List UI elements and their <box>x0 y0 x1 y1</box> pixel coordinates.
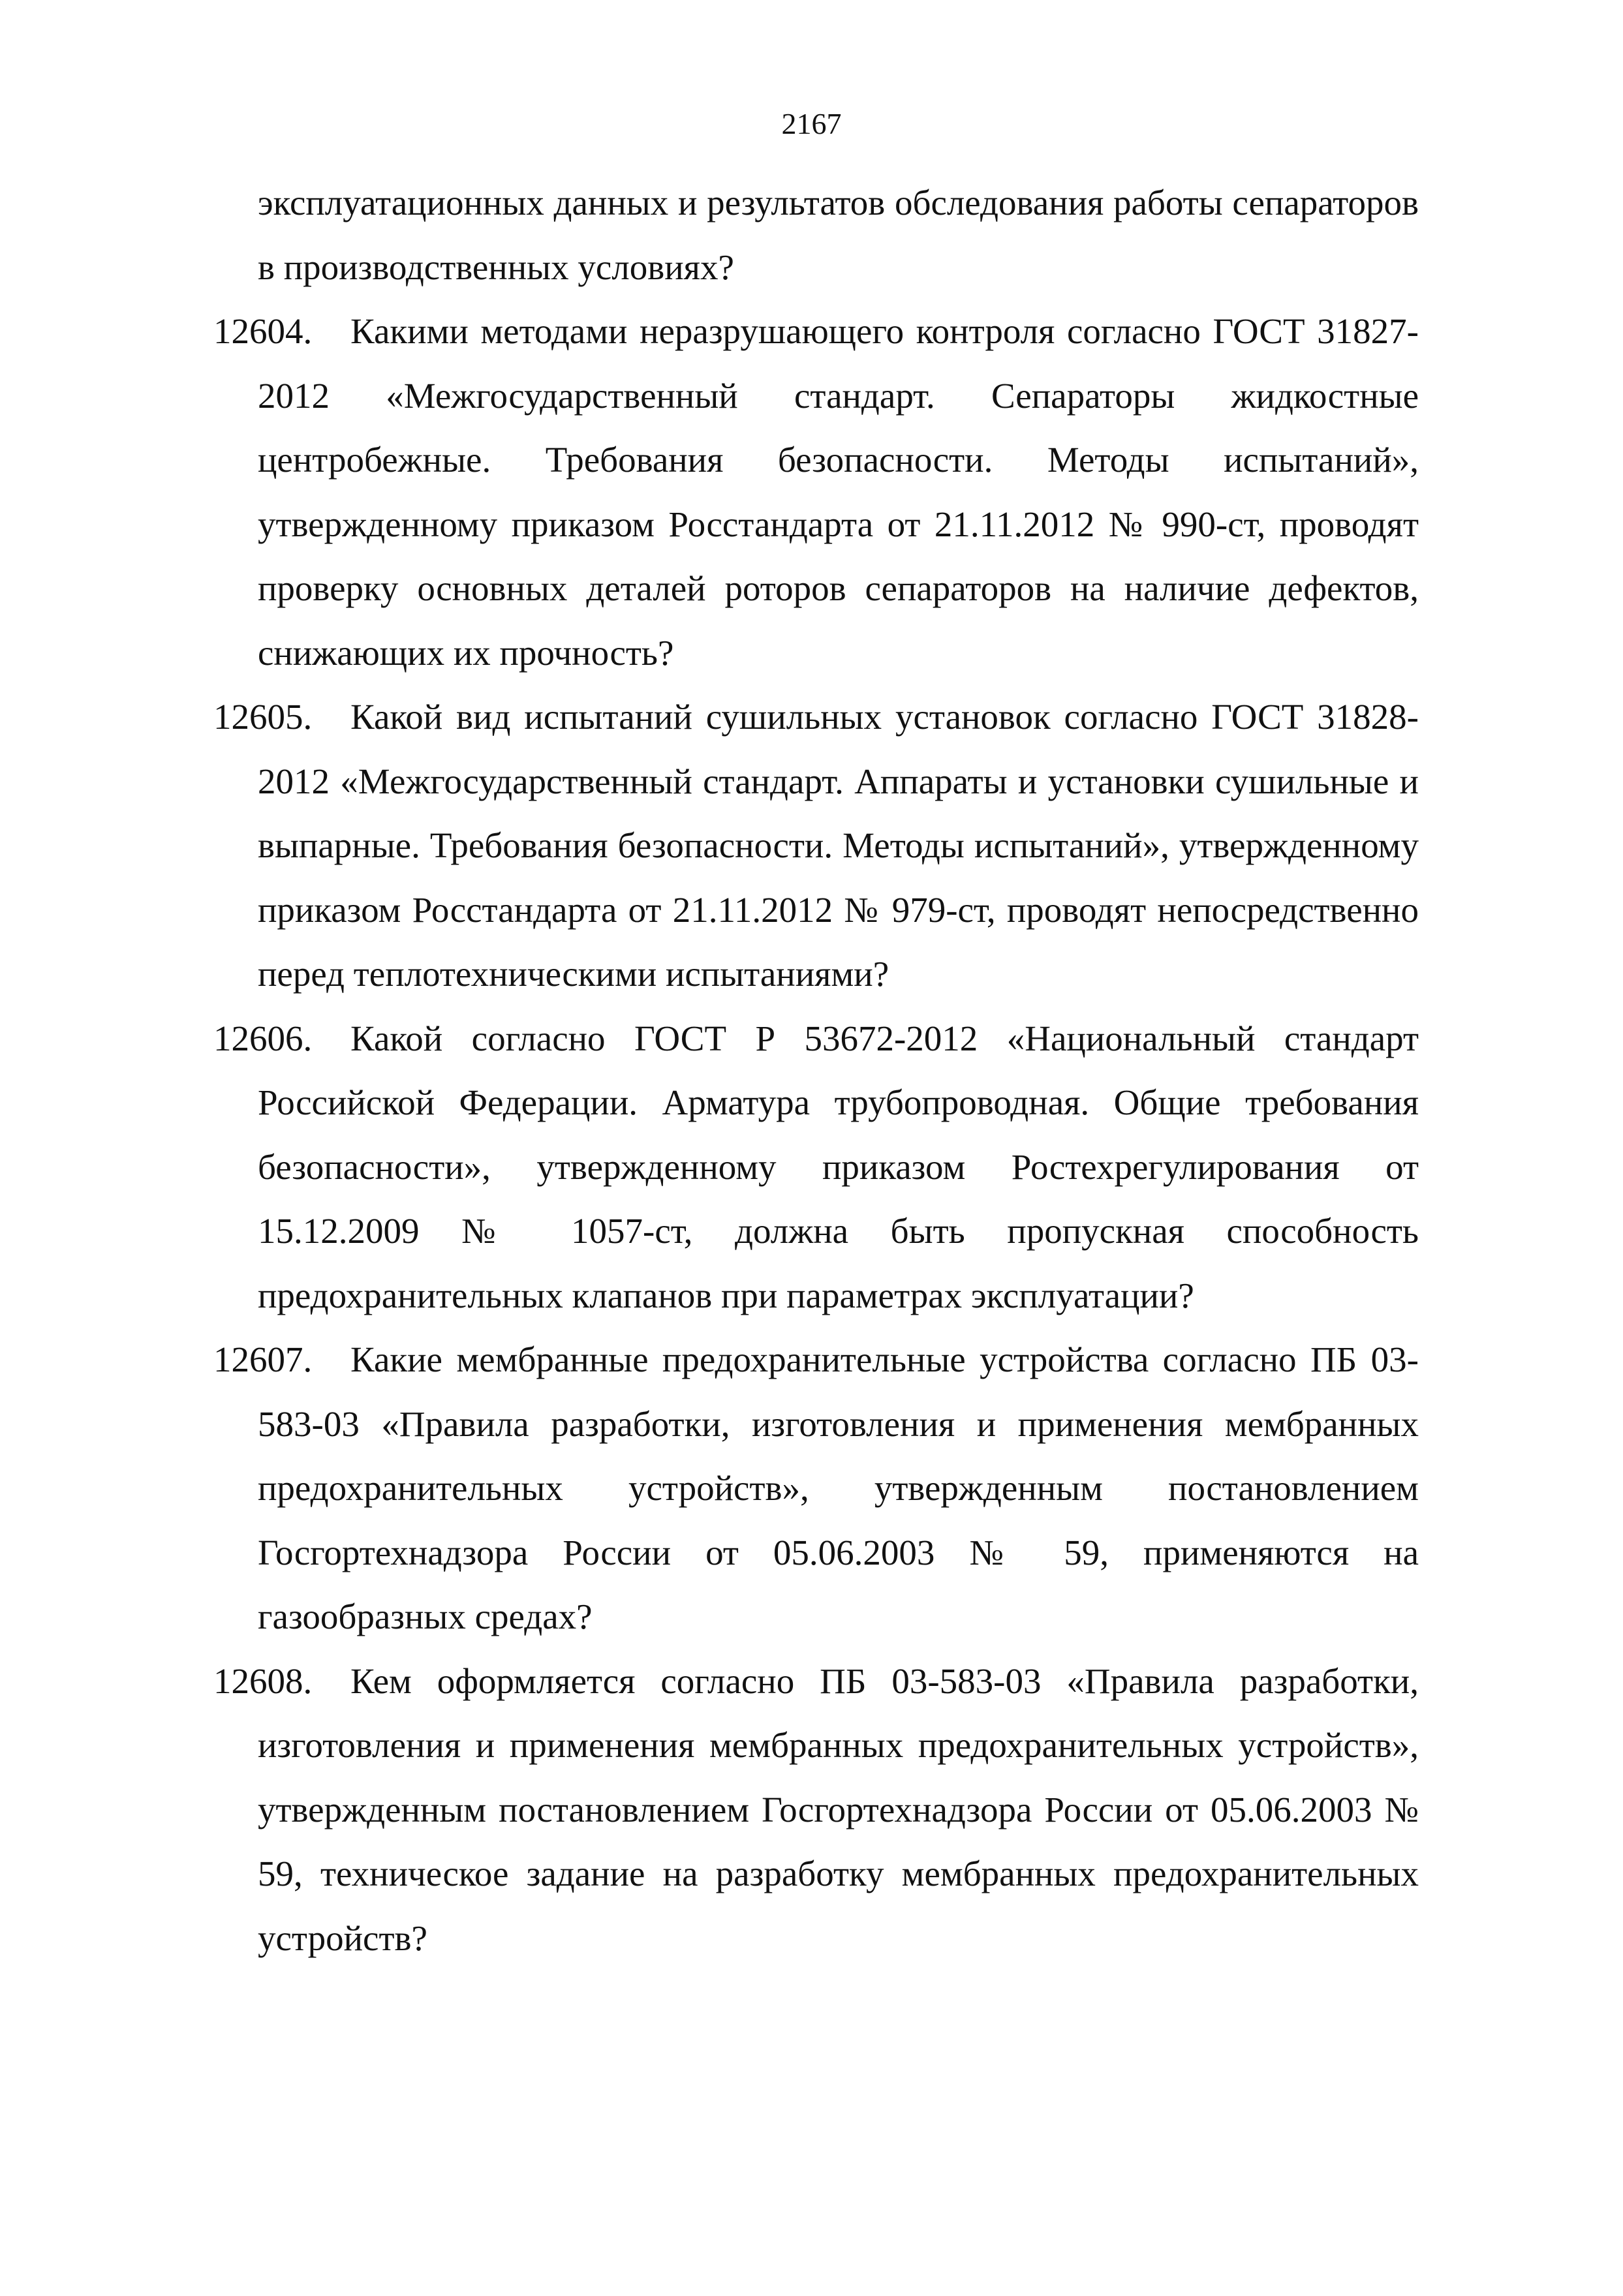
question-text: Кем оформляется согласно ПБ 03-583-03 «Правила разработки, изготовления и применения мембранных предохранительных устройств», утвержденным постановлением Госгортехнадзора России от 05.06.2003 № 59, техническое задание на разработку мембранных предохранительных устройств? <box>258 1661 1419 1958</box>
question-text: Какие мембранные предохранительные устройства согласно ПБ 03-583-03 «Правила разработки, изготовления и применения мембранных предохранительных устройств», утвержденным постановлением Госгортехнадзора России от 05.06.2003 № 59, применяются на газообразных средах? <box>258 1339 1419 1636</box>
question-12607 <box>213 1328 1419 1649</box>
question-12605 <box>213 685 1419 1007</box>
question-12608 <box>213 1649 1419 1971</box>
question-number: 12605. <box>213 697 313 737</box>
question-text: Какой вид испытаний сушильных установок согласно ГОСТ 31828-2012 «Межгосударственный стандарт. Аппараты и установки сушильные и выпарные. Требования безопасности. Методы испытаний», утвержденному приказом Росстандарта от 21.11.2012 № 979-ст, проводят непосредственно перед теплотехническими испытаниями? <box>258 697 1419 994</box>
question-number: 12607. <box>213 1339 313 1379</box>
question-12606 <box>213 1007 1419 1328</box>
question-number: 12608. <box>213 1661 313 1701</box>
question-12604 <box>213 299 1419 685</box>
question-number: 12606. <box>213 1018 313 1058</box>
question-text: Какими методами неразрушающего контроля согласно ГОСТ 31827-2012 «Межгосударственный стандарт. Сепараторы жидкостные центробежные. Требования безопасности. Методы испытаний», утвержденному приказом Росстандарта от 21.11.2012 № 990-ст, проводят проверку основных деталей роторов сепараторов на наличие дефектов, снижающих их прочность? <box>258 311 1419 673</box>
question-number: 12604. <box>213 311 313 351</box>
question-text: Какой согласно ГОСТ Р 53672-2012 «Национальный стандарт Российской Федерации. Арматура трубопроводная. Общие требования безопасности», утвержденному приказом Ростехрегулирования от 15.12.2009 № 1057-ст, должна быть пропускная способность предохранительных клапанов при параметрах эксплуатации? <box>258 1018 1419 1315</box>
page-number: 2167 <box>781 107 842 140</box>
continuation-text: эксплуатационных данных и результатов обследования работы сепараторов в производственных условиях? <box>258 183 1419 287</box>
document-body <box>213 171 1419 1970</box>
